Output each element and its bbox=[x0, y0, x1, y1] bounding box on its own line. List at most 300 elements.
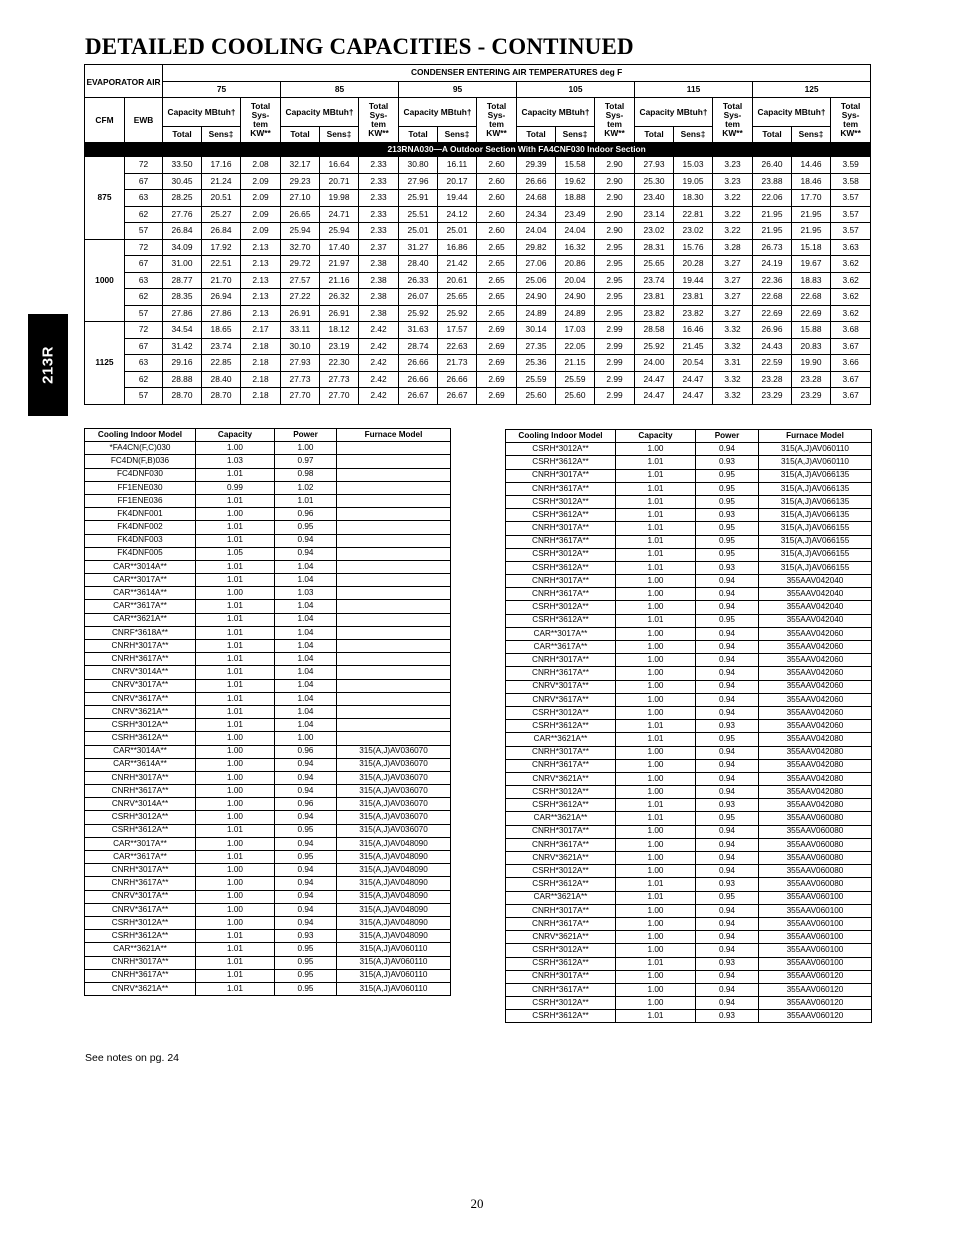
model-cell: CSRH*3012A** bbox=[506, 548, 616, 561]
capacity-cell: 22.68 bbox=[753, 289, 792, 306]
capacity-cell: 27.96 bbox=[399, 173, 438, 190]
capacity-cell: 26.73 bbox=[753, 239, 792, 256]
model-cell bbox=[337, 468, 451, 481]
capacity-cell: 34.54 bbox=[163, 322, 202, 339]
section-title: 213RNA030—A Outdoor Section With FA4CNF030 Indoor Section bbox=[163, 143, 871, 157]
capacity-cell: 22.51 bbox=[202, 256, 241, 273]
model-cell: 0.95 bbox=[696, 891, 759, 904]
model-cell: CNRV*3017A** bbox=[506, 680, 616, 693]
model-cell: 1.01 bbox=[616, 812, 696, 825]
model-cell: 1.01 bbox=[616, 878, 696, 891]
list-item bbox=[85, 547, 451, 560]
model-cell: 1.01 bbox=[616, 482, 696, 495]
model-cell: 1.01 bbox=[196, 600, 275, 613]
model-cell: *FA4CN(F,C)030 bbox=[85, 442, 196, 455]
model-cell: 355AAV042080 bbox=[759, 786, 872, 799]
model-cell: 315(A,J)AV060110 bbox=[337, 969, 451, 982]
model-cell: 1.01 bbox=[196, 560, 275, 573]
model-cell: 1.01 bbox=[196, 705, 275, 718]
capacity-cell: 18.83 bbox=[792, 272, 831, 289]
capacity-cell: 19.62 bbox=[556, 173, 595, 190]
model-cell: CNRV*3621A** bbox=[506, 931, 616, 944]
list-item bbox=[506, 865, 872, 878]
model-column-header: Cooling Indoor Model bbox=[85, 429, 196, 442]
list-item bbox=[85, 837, 451, 850]
model-cell: 0.94 bbox=[696, 970, 759, 983]
capacity-cell: 28.35 bbox=[163, 289, 202, 306]
list-item bbox=[85, 982, 451, 995]
capacity-cell: 2.90 bbox=[595, 173, 635, 190]
capacity-cell: 30.10 bbox=[281, 338, 320, 355]
capacity-cell: 2.99 bbox=[595, 322, 635, 339]
model-cell: 355AAV060080 bbox=[759, 852, 872, 865]
total-system-kw-header bbox=[359, 98, 399, 143]
capacity-cell: 22.81 bbox=[674, 206, 713, 223]
capacity-cell: 24.04 bbox=[517, 223, 556, 240]
model-cell bbox=[337, 653, 451, 666]
capacity-cell: 31.42 bbox=[163, 338, 202, 355]
capacity-cell: 2.33 bbox=[359, 206, 399, 223]
list-item bbox=[506, 614, 872, 627]
list-item bbox=[85, 785, 451, 798]
capacity-cell: 21.42 bbox=[438, 256, 477, 273]
model-cell: 1.00 bbox=[616, 588, 696, 601]
model-cell bbox=[337, 600, 451, 613]
capacity-cell: 3.32 bbox=[713, 388, 753, 405]
capacity-cell: 3.63 bbox=[831, 239, 871, 256]
total-system-kw-header bbox=[595, 98, 635, 143]
total-header: Total bbox=[635, 127, 674, 143]
capacity-cell: 21.95 bbox=[753, 223, 792, 240]
model-cell: CAR**3621A** bbox=[85, 943, 196, 956]
list-item bbox=[85, 732, 451, 745]
model-cell bbox=[337, 613, 451, 626]
list-item bbox=[85, 851, 451, 864]
model-cell: 1.00 bbox=[616, 667, 696, 680]
model-cell: CAR**3621A** bbox=[506, 891, 616, 904]
capacity-cell: 2.38 bbox=[359, 256, 399, 273]
capacity-cell: 19.05 bbox=[674, 173, 713, 190]
model-cell: 0.96 bbox=[275, 798, 337, 811]
capacity-cell: 21.95 bbox=[792, 223, 831, 240]
model-cell: 1.00 bbox=[616, 627, 696, 640]
model-cell: 315(A,J)AV036070 bbox=[337, 824, 451, 837]
list-item bbox=[506, 733, 872, 746]
capacity-cell: 24.04 bbox=[556, 223, 595, 240]
left-model-header-row bbox=[85, 429, 451, 442]
capacity-cell: 25.59 bbox=[556, 371, 595, 388]
model-cell: 0.94 bbox=[696, 865, 759, 878]
model-cell bbox=[337, 732, 451, 745]
capacity-cell: 21.73 bbox=[438, 355, 477, 372]
capacity-cell: 19.67 bbox=[792, 256, 831, 273]
total-system-label: Total Sys- tem bbox=[250, 101, 271, 129]
capacity-cell: 21.45 bbox=[674, 338, 713, 355]
capacity-cell: 3.58 bbox=[831, 173, 871, 190]
model-cell: 1.02 bbox=[275, 481, 337, 494]
model-cell: 0.95 bbox=[275, 969, 337, 982]
list-item bbox=[85, 798, 451, 811]
model-cell: 1.00 bbox=[196, 877, 275, 890]
kw-label: KW** bbox=[368, 127, 389, 138]
capacity-cell: 2.69 bbox=[477, 371, 517, 388]
model-cell: CNRH*3017A** bbox=[85, 640, 196, 653]
capacity-cell: 16.32 bbox=[556, 239, 595, 256]
model-cell: CNRH*3617A** bbox=[506, 667, 616, 680]
model-cell: 355AAV042060 bbox=[759, 654, 872, 667]
capacity-cell: 3.62 bbox=[831, 272, 871, 289]
model-cell: FK4DNF005 bbox=[85, 547, 196, 560]
list-item bbox=[85, 640, 451, 653]
capacity-cell: 3.27 bbox=[713, 305, 753, 322]
capacity-cell: 27.93 bbox=[635, 157, 674, 174]
sens-header: Sens‡ bbox=[556, 127, 595, 143]
capacity-cell: 31.63 bbox=[399, 322, 438, 339]
model-cell: 1.01 bbox=[616, 469, 696, 482]
list-item bbox=[506, 548, 872, 561]
model-cell: 1.00 bbox=[616, 825, 696, 838]
capacity-cell: 26.66 bbox=[517, 173, 556, 190]
kw-label: KW** bbox=[722, 127, 743, 138]
model-cell: 0.94 bbox=[696, 772, 759, 785]
ewb-value: 62 bbox=[125, 371, 163, 388]
capacity-cell: 21.95 bbox=[792, 206, 831, 223]
model-cell: 355AAV042060 bbox=[759, 680, 872, 693]
capacity-cell: 21.15 bbox=[556, 355, 595, 372]
list-item bbox=[85, 574, 451, 587]
capacity-cell: 2.95 bbox=[595, 239, 635, 256]
model-cell: 0.94 bbox=[696, 983, 759, 996]
model-cell: 1.00 bbox=[196, 916, 275, 929]
cfm-header: CFM bbox=[85, 98, 125, 143]
model-cell: 1.01 bbox=[196, 956, 275, 969]
model-cell: CSRH*3012A** bbox=[85, 811, 196, 824]
model-cell: CSRH*3012A** bbox=[506, 706, 616, 719]
model-cell: CSRH*3612A** bbox=[85, 824, 196, 837]
model-cell: 1.00 bbox=[196, 785, 275, 798]
capacity-cell: 26.94 bbox=[202, 289, 241, 306]
capacity-cell: 23.29 bbox=[753, 388, 792, 405]
model-cell: FK4DNF002 bbox=[85, 521, 196, 534]
capacity-cell: 17.57 bbox=[438, 322, 477, 339]
capacity-cell: 16.11 bbox=[438, 157, 477, 174]
capacity-cell: 2.65 bbox=[477, 289, 517, 306]
capacity-header: Capacity MBtuh† bbox=[399, 98, 477, 127]
model-cell: 1.01 bbox=[196, 930, 275, 943]
total-system-kw-header bbox=[831, 98, 871, 143]
capacity-cell: 3.57 bbox=[831, 190, 871, 207]
model-cell: 1.00 bbox=[196, 798, 275, 811]
model-cell: 315(A,J)AV066135 bbox=[759, 482, 872, 495]
model-cell: 0.94 bbox=[696, 667, 759, 680]
model-cell: 1.01 bbox=[275, 494, 337, 507]
capacity-cell: 22.06 bbox=[753, 190, 792, 207]
list-item bbox=[85, 824, 451, 837]
model-cell bbox=[337, 679, 451, 692]
capacity-cell: 3.59 bbox=[831, 157, 871, 174]
list-item bbox=[85, 745, 451, 758]
table-row bbox=[85, 256, 871, 273]
model-cell: 315(A,J)AV060110 bbox=[337, 982, 451, 995]
capacity-cell: 21.70 bbox=[202, 272, 241, 289]
model-cell: 355AAV042040 bbox=[759, 601, 872, 614]
model-cell: CNRV*3621A** bbox=[506, 852, 616, 865]
model-cell: 355AAV042060 bbox=[759, 627, 872, 640]
model-cell: 0.94 bbox=[696, 931, 759, 944]
temperature-row bbox=[85, 81, 871, 98]
model-cell: 0.94 bbox=[275, 758, 337, 771]
cfm-value: 875 bbox=[85, 157, 125, 240]
model-cell: 315(A,J)AV048090 bbox=[337, 864, 451, 877]
capacity-cell: 25.91 bbox=[399, 190, 438, 207]
model-cell: 1.01 bbox=[196, 824, 275, 837]
model-cell bbox=[337, 574, 451, 587]
capacity-cell: 2.69 bbox=[477, 338, 517, 355]
model-cell: 1.00 bbox=[196, 864, 275, 877]
table-row bbox=[85, 355, 871, 372]
model-cell: 0.94 bbox=[696, 944, 759, 957]
model-cell: 1.04 bbox=[275, 574, 337, 587]
capacity-cell: 26.84 bbox=[202, 223, 241, 240]
capacity-cell: 2.99 bbox=[595, 388, 635, 405]
model-cell: CNRH*3017A** bbox=[506, 970, 616, 983]
model-cell: 1.00 bbox=[196, 890, 275, 903]
model-cell: 0.94 bbox=[275, 771, 337, 784]
model-cell: 315(A,J)AV036070 bbox=[337, 758, 451, 771]
model-cell: 1.00 bbox=[616, 997, 696, 1010]
model-cell: 1.01 bbox=[616, 522, 696, 535]
ewb-value: 72 bbox=[125, 157, 163, 174]
capacity-cell: 34.09 bbox=[163, 239, 202, 256]
capacity-cell: 32.70 bbox=[281, 239, 320, 256]
list-item bbox=[85, 903, 451, 916]
model-cell: 0.95 bbox=[696, 482, 759, 495]
capacity-cell: 25.06 bbox=[517, 272, 556, 289]
table-row bbox=[85, 371, 871, 388]
capacity-cell: 2.69 bbox=[477, 355, 517, 372]
capacity-cell: 3.22 bbox=[713, 223, 753, 240]
ewb-value: 63 bbox=[125, 190, 163, 207]
model-cell: CNRH*3617A** bbox=[85, 877, 196, 890]
capacity-cell: 27.86 bbox=[202, 305, 241, 322]
capacity-cell: 26.33 bbox=[399, 272, 438, 289]
model-cell: 355AAV060080 bbox=[759, 825, 872, 838]
notes-reference: See notes on pg. 24 bbox=[85, 1052, 179, 1064]
model-cell: 315(A,J)AV066135 bbox=[759, 469, 872, 482]
capacity-cell: 19.44 bbox=[438, 190, 477, 207]
model-cell bbox=[337, 534, 451, 547]
capacity-cell: 16.64 bbox=[320, 157, 359, 174]
model-cell: 1.04 bbox=[275, 679, 337, 692]
capacity-cell: 2.17 bbox=[241, 322, 281, 339]
capacity-header: Capacity MBtuh† bbox=[163, 98, 241, 127]
model-cell: FF1ENE030 bbox=[85, 481, 196, 494]
model-cell: 1.01 bbox=[196, 534, 275, 547]
temp-header: 125 bbox=[753, 81, 871, 98]
model-cell: CNRH*3017A** bbox=[85, 771, 196, 784]
capacity-cell: 17.40 bbox=[320, 239, 359, 256]
capacity-cell: 2.18 bbox=[241, 355, 281, 372]
total-system-kw-header bbox=[477, 98, 517, 143]
model-cell: CSRH*3612A** bbox=[506, 878, 616, 891]
model-column-header: Cooling Indoor Model bbox=[506, 430, 616, 443]
model-cell: 1.00 bbox=[616, 944, 696, 957]
list-item bbox=[506, 706, 872, 719]
model-cell: 1.01 bbox=[196, 626, 275, 639]
capacity-cell: 3.23 bbox=[713, 157, 753, 174]
table-row bbox=[85, 388, 871, 405]
model-cell: 1.01 bbox=[616, 1010, 696, 1023]
ewb-value: 67 bbox=[125, 256, 163, 273]
capacity-cell: 25.94 bbox=[281, 223, 320, 240]
capacity-cell: 22.59 bbox=[753, 355, 792, 372]
model-cell: CNRH*3617A** bbox=[506, 588, 616, 601]
capacity-cell: 3.23 bbox=[713, 173, 753, 190]
total-header: Total bbox=[517, 127, 556, 143]
total-header: Total bbox=[753, 127, 792, 143]
capacity-cell: 2.42 bbox=[359, 371, 399, 388]
model-cell: CAR**3617A** bbox=[506, 641, 616, 654]
model-cell: 0.94 bbox=[696, 825, 759, 838]
model-cell: CNRH*3617A** bbox=[506, 917, 616, 930]
model-cell: CSRH*3612A** bbox=[506, 720, 616, 733]
capacity-cell: 2.13 bbox=[241, 289, 281, 306]
capacity-cell: 19.90 bbox=[792, 355, 831, 372]
model-cell: 1.00 bbox=[616, 852, 696, 865]
list-item bbox=[506, 456, 872, 469]
list-item bbox=[506, 561, 872, 574]
list-item bbox=[506, 944, 872, 957]
cfm-value: 1125 bbox=[85, 322, 125, 405]
capacity-cell: 33.11 bbox=[281, 322, 320, 339]
model-cell: 355AAV060100 bbox=[759, 957, 872, 970]
model-column-header: Capacity bbox=[616, 430, 696, 443]
model-cell: 0.94 bbox=[696, 575, 759, 588]
model-cell: CNRH*3617A** bbox=[85, 785, 196, 798]
temp-header: 75 bbox=[163, 81, 281, 98]
model-cell: 0.94 bbox=[696, 786, 759, 799]
model-cell: CNRH*3017A** bbox=[506, 904, 616, 917]
capacity-cell: 17.03 bbox=[556, 322, 595, 339]
model-cell: 0.95 bbox=[696, 495, 759, 508]
list-item bbox=[506, 654, 872, 667]
model-cell: 355AAV060100 bbox=[759, 917, 872, 930]
sens-header: Sens‡ bbox=[320, 127, 359, 143]
capacity-cell: 26.67 bbox=[399, 388, 438, 405]
kw-label: KW** bbox=[840, 127, 861, 138]
model-cell: 0.96 bbox=[275, 745, 337, 758]
model-cell: 315(A,J)AV060110 bbox=[759, 443, 872, 456]
capacity-cell: 26.66 bbox=[399, 355, 438, 372]
section-title-row bbox=[85, 143, 871, 157]
capacity-cell: 24.68 bbox=[517, 190, 556, 207]
capacity-cell: 22.69 bbox=[753, 305, 792, 322]
list-item bbox=[85, 508, 451, 521]
model-cell: 1.01 bbox=[616, 614, 696, 627]
capacity-header: Capacity MBtuh† bbox=[635, 98, 713, 127]
model-cell: 355AAV042040 bbox=[759, 614, 872, 627]
capacity-cell: 17.16 bbox=[202, 157, 241, 174]
capacity-cell: 3.57 bbox=[831, 206, 871, 223]
model-cell bbox=[337, 692, 451, 705]
capacity-cell: 26.07 bbox=[399, 289, 438, 306]
capacity-cell: 2.13 bbox=[241, 256, 281, 273]
side-tab bbox=[28, 314, 68, 416]
model-cell: 1.00 bbox=[196, 508, 275, 521]
model-cell: CAR**3614A** bbox=[85, 587, 196, 600]
model-cell: CNRV*3617A** bbox=[85, 903, 196, 916]
capacity-cell: 2.18 bbox=[241, 371, 281, 388]
model-cell: 355AAV060120 bbox=[759, 1010, 872, 1023]
model-cell: 1.00 bbox=[616, 786, 696, 799]
capacity-cell: 33.50 bbox=[163, 157, 202, 174]
capacity-cell: 28.74 bbox=[399, 338, 438, 355]
model-cell: 0.94 bbox=[275, 890, 337, 903]
model-cell: 1.01 bbox=[616, 509, 696, 522]
model-cell: CAR**3617A** bbox=[85, 851, 196, 864]
list-item bbox=[506, 812, 872, 825]
capacity-cell: 2.33 bbox=[359, 173, 399, 190]
model-cell: 1.01 bbox=[196, 666, 275, 679]
capacity-header: Capacity MBtuh† bbox=[281, 98, 359, 127]
model-cell: CNRH*3617A** bbox=[506, 535, 616, 548]
model-cell: 0.94 bbox=[275, 837, 337, 850]
capacity-cell: 23.81 bbox=[674, 289, 713, 306]
temp-header: 115 bbox=[635, 81, 753, 98]
total-system-label: Total Sys- tem bbox=[368, 101, 389, 129]
list-item bbox=[85, 521, 451, 534]
capacity-cell: 2.33 bbox=[359, 223, 399, 240]
capacity-cell: 25.30 bbox=[635, 173, 674, 190]
capacity-cell: 3.22 bbox=[713, 206, 753, 223]
capacity-cell: 27.86 bbox=[163, 305, 202, 322]
model-cell: 1.00 bbox=[196, 811, 275, 824]
model-cell: 1.01 bbox=[196, 943, 275, 956]
model-cell: 0.94 bbox=[696, 443, 759, 456]
model-cell: 0.93 bbox=[696, 456, 759, 469]
table-row bbox=[85, 289, 871, 306]
model-cell bbox=[337, 508, 451, 521]
model-cell: CNRH*3617A** bbox=[506, 838, 616, 851]
model-cell: CAR**3017A** bbox=[85, 837, 196, 850]
model-cell: 355AAV060120 bbox=[759, 970, 872, 983]
capacity-cell: 27.35 bbox=[517, 338, 556, 355]
model-cell: 315(A,J)AV048090 bbox=[337, 903, 451, 916]
capacity-cell: 25.60 bbox=[517, 388, 556, 405]
total-header: Total bbox=[163, 127, 202, 143]
model-cell: 315(A,J)AV048090 bbox=[337, 837, 451, 850]
capacity-cell: 3.27 bbox=[713, 289, 753, 306]
capacity-cell: 3.67 bbox=[831, 371, 871, 388]
capacity-cell: 17.70 bbox=[792, 190, 831, 207]
capacity-cell: 24.47 bbox=[674, 388, 713, 405]
capacity-cell: 23.29 bbox=[792, 388, 831, 405]
list-item bbox=[506, 917, 872, 930]
capacity-cell: 3.28 bbox=[713, 239, 753, 256]
model-cell: 0.95 bbox=[275, 956, 337, 969]
list-item bbox=[506, 667, 872, 680]
capacity-cell: 26.96 bbox=[753, 322, 792, 339]
model-cell: 315(A,J)AV066155 bbox=[759, 561, 872, 574]
model-cell: FK4DNF001 bbox=[85, 508, 196, 521]
model-cell bbox=[337, 481, 451, 494]
model-cell: CSRH*3612A** bbox=[506, 1010, 616, 1023]
list-item bbox=[85, 494, 451, 507]
model-cell: 315(A,J)AV066155 bbox=[759, 522, 872, 535]
model-cell: 0.95 bbox=[696, 614, 759, 627]
model-cell: CNRV*3621A** bbox=[85, 705, 196, 718]
model-cell: CNRV*3617A** bbox=[506, 693, 616, 706]
